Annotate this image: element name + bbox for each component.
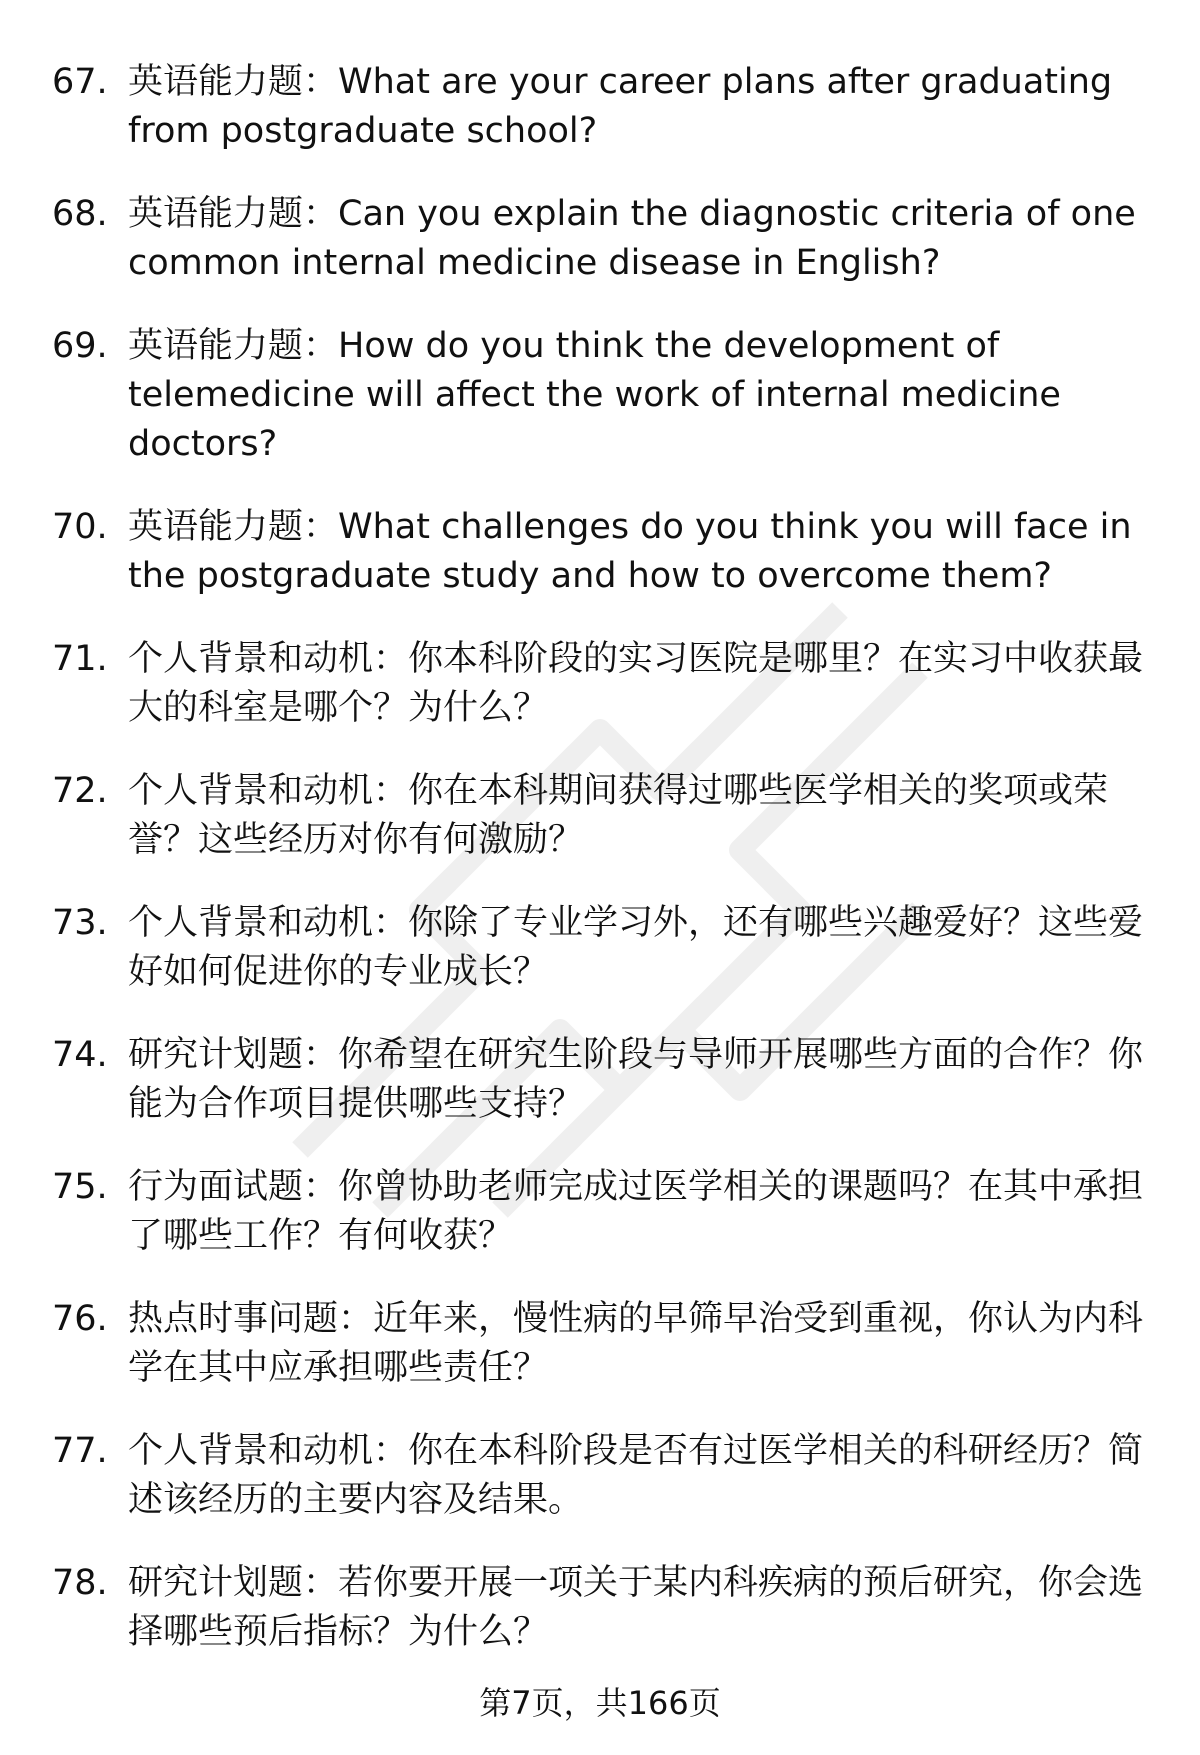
question-number: 68.	[52, 194, 108, 234]
question-text: 个人背景和动机：你本科阶段的实习医院是哪里？在实习中收获最大的科室是哪个？为什么？	[128, 639, 1144, 728]
list-item	[52, 503, 1152, 601]
question-number: 71.	[52, 639, 108, 679]
list-item	[52, 58, 1152, 156]
list-item	[52, 322, 1152, 469]
question-number: 75.	[52, 1167, 108, 1207]
list-item	[52, 767, 1152, 865]
question-text: 研究计划题：你希望在研究生阶段与导师开展哪些方面的合作？你能为合作项目提供哪些支持？	[128, 1035, 1144, 1124]
question-text: 个人背景和动机：你在本科期间获得过哪些医学相关的奖项或荣誉？这些经历对你有何激励？	[128, 771, 1109, 860]
question-number: 77.	[52, 1431, 108, 1471]
question-text: 英语能力题：What are your career plans after graduating from postgraduate school?	[128, 62, 1113, 151]
list-item	[52, 1427, 1152, 1525]
question-text: 个人背景和动机：你在本科阶段是否有过医学相关的科研经历？简述该经历的主要内容及结果。	[128, 1431, 1144, 1520]
question-text: 研究计划题：若你要开展一项关于某内科疾病的预后研究，你会选择哪些预后指标？为什么？	[128, 1563, 1144, 1652]
list-item	[52, 1163, 1152, 1261]
list-item	[52, 1295, 1152, 1393]
question-text: 英语能力题：How do you think the development of telemedicine will affect the work of internal medicine doctors?	[128, 326, 1061, 464]
question-number: 69.	[52, 326, 108, 366]
page-number: 第7页，共166页	[479, 1684, 721, 1722]
question-number: 67.	[52, 62, 108, 102]
list-item	[52, 1559, 1152, 1657]
list-item	[52, 635, 1152, 733]
question-number: 74.	[52, 1035, 108, 1075]
list-item	[52, 190, 1152, 288]
list-item	[52, 1031, 1152, 1129]
question-number: 72.	[52, 771, 108, 811]
question-text: 英语能力题：Can you explain the diagnostic criteria of one common internal medicine disease in English?	[128, 194, 1136, 283]
question-number: 78.	[52, 1563, 108, 1603]
question-list	[52, 58, 1152, 1691]
question-number: 70.	[52, 507, 108, 547]
question-text: 英语能力题：What challenges do you think you will face in the postgraduate study and how to overcome them?	[128, 507, 1132, 596]
question-text: 行为面试题：你曾协助老师完成过医学相关的课题吗？在其中承担了哪些工作？有何收获？	[128, 1167, 1144, 1256]
question-text: 热点时事问题：近年来，慢性病的早筛早治受到重视，你认为内科学在其中应承担哪些责任？	[128, 1299, 1144, 1388]
question-text: 个人背景和动机：你除了专业学习外，还有哪些兴趣爱好？这些爱好如何促进你的专业成长？	[128, 903, 1144, 992]
list-item	[52, 899, 1152, 997]
question-number: 73.	[52, 903, 108, 943]
question-number: 76.	[52, 1299, 108, 1339]
